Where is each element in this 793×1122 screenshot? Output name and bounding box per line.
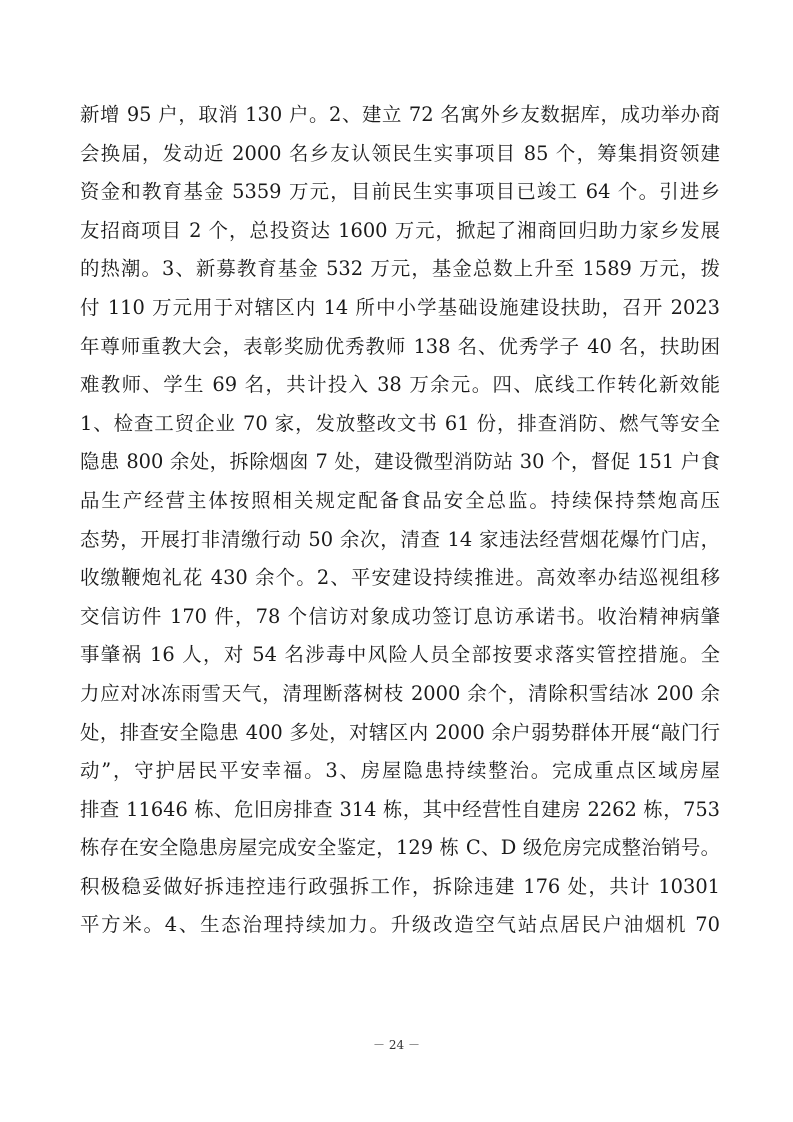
text-line: 积极稳妥做好拆违控违行政强拆工作，拆除违建 176 处，共计 10301 xyxy=(80,874,720,898)
text-line: 收缴鞭炮礼花 430 余个。2、平安建设持续推进。高效率办结巡视组移 xyxy=(80,566,720,590)
text-line: 新增 95 户，取消 130 户。2、建立 72 名寓外乡友数据库，成功举办商 xyxy=(80,103,720,126)
text-line: 1、检查工贸企业 70 家，发放整改文书 61 份，排查消防、燃气等安全 xyxy=(80,411,720,435)
page-number: － 24 － xyxy=(373,1038,420,1052)
text-line: 处，排查安全隐患 400 多处，对辖区内 2000 余户弱势群体开展“敲门行 xyxy=(80,720,720,744)
text-line: 难教师、学生 69 名，共计投入 38 万余元。四、底线工作转化新效能 xyxy=(80,373,720,397)
text-line: 事肇祸 16 人，对 54 名涉毒中风险人员全部按要求落实管控措施。全 xyxy=(80,643,720,667)
text-line: 排查 11646 栋、危旧房排查 314 栋，其中经营性自建房 2262 栋，753 xyxy=(80,797,720,821)
text-line: 态势，开展打非清缴行动 50 余次，清查 14 家违法经营烟花爆竹门店， xyxy=(80,527,720,551)
text-line: 年尊师重教大会，表彰奖励优秀教师 138 名、优秀学子 40 名，扶助困 xyxy=(80,334,720,358)
body-text xyxy=(80,96,720,945)
text-line: 资金和教育基金 5359 万元，目前民生实事项目已竣工 64 个。引进乡 xyxy=(80,180,720,204)
text-line: 平方米。4、生态治理持续加力。升级改造空气站点居民户油烟机 70 xyxy=(80,913,720,937)
text-line: 力应对冰冻雨雪天气，清理断落树枝 2000 余个，清除积雪结冰 200 余 xyxy=(80,681,720,705)
text-line: 友招商项目 2 个，总投资达 1600 万元，掀起了湘商回归助力家乡发展 xyxy=(80,218,720,242)
text-line: 动”，守护居民平安幸福。3、房屋隐患持续整治。完成重点区域房屋 xyxy=(80,759,720,783)
text-line: 交信访件 170 件，78 个信访对象成功签订息访承诺书。收治精神病肇 xyxy=(80,604,720,628)
text-line: 的热潮。3、新募教育基金 532 万元，基金总数上升至 1589 万元，拨 xyxy=(80,257,720,281)
text-line: 栋存在安全隐患房屋完成安全鉴定，129 栋 C、D 级危房完成整治销号。 xyxy=(80,836,720,860)
text-line: 会换届，发动近 2000 名乡友认领民生实事项目 85 个，筹集捐资领建 xyxy=(80,141,720,165)
text-line: 付 110 万元用于对辖区内 14 所中小学基础设施建设扶助，召开 2023 xyxy=(80,295,720,319)
text-line: 隐患 800 余处，拆除烟囱 7 处，建设微型消防站 30 个，督促 151 户食 xyxy=(80,450,720,474)
text-line: 品生产经营主体按照相关规定配备食品安全总监。持续保持禁炮高压 xyxy=(80,488,720,512)
